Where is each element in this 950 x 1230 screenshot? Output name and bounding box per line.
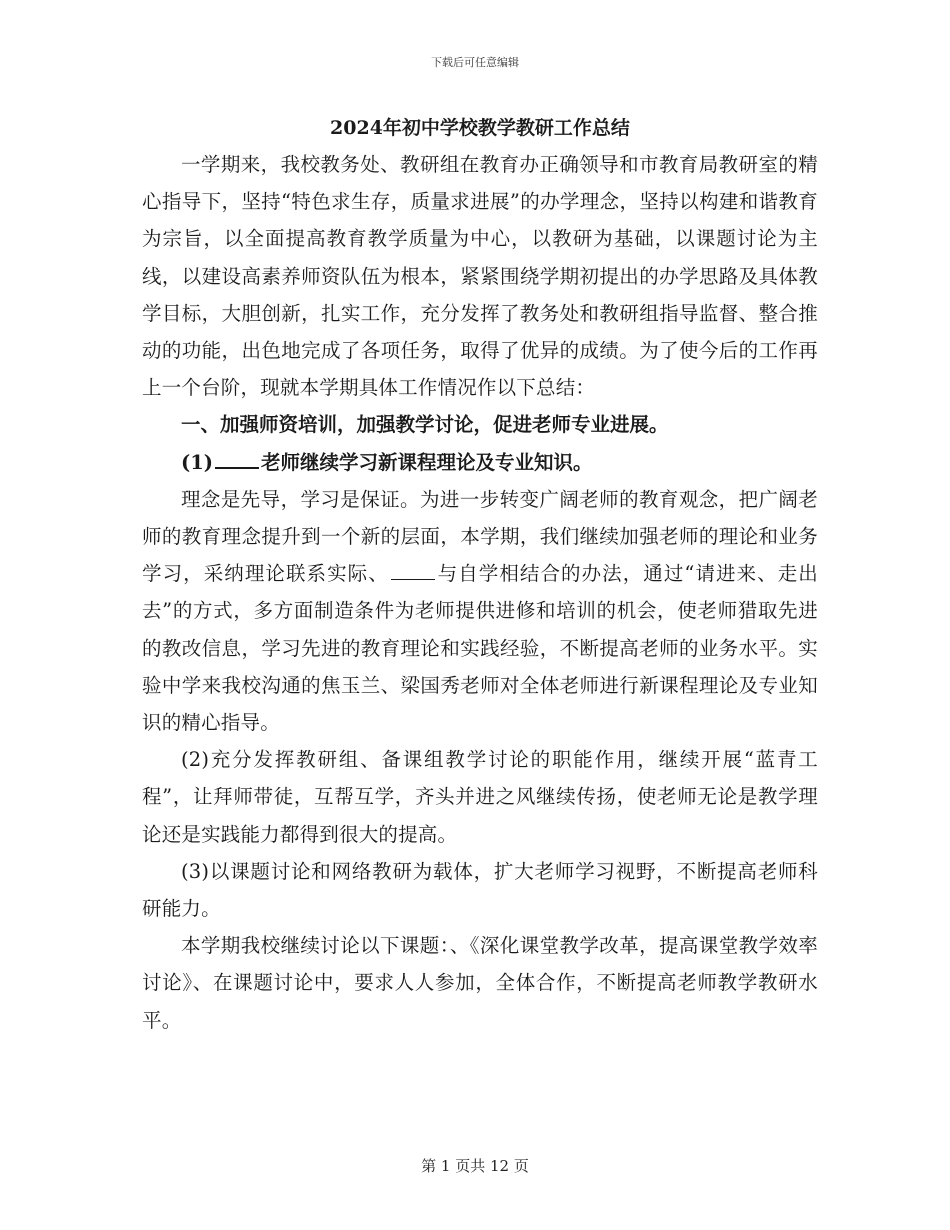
paragraph-training-part1: 理念是先导，学习是保证。为进一步转变广阔老师的教育观念，把广阔老师的教育理念提升到一个新的层面，本学期，我们继续加强老师的理论和业务学习，采纳理论联系实际、: [142, 487, 818, 586]
page-footer: 第 1 页共 12 页: [421, 1157, 529, 1175]
intro-paragraph: 一学期来，我校教务处、教研组在教育办正确领导和市教育局教研室的精心指导下，坚持“特色求生存，质量求进展”的办学理念，坚持以构建和谐教育为宗旨，以全面提高教育教学质量为中心，以教研为基础，以课题讨论为主线，以建设高素养师资队伍为根本，紧紧围绕学期初提出的办学思路及具体教学目标，大胆创新，扎实工作，充分发挥了教务处和教研组指导监督、整合推动的功能，出色地完成了各项任务，取得了优异的成绩。为了使今后的工作再上一个台阶，现就本学期具体工作情况作以下总结：: [142, 153, 818, 400]
paragraph-training: [142, 481, 818, 741]
subsection-text: 老师继续学习新课程理论及专业知识。: [261, 450, 593, 474]
paragraph-training-part2: 与自学相结合的办法，通过“请进来、走出去”的方式，多方面制造条件为老师提供进修和培训的机会，使老师猎取先进的教改信息，学习先进的教育理论和实践经验，不断提高老师的业务水平。实验中学来我校沟通的焦玉兰、梁国秀老师对全体老师进行新课程理论及专业知识的精心指导。: [142, 562, 818, 735]
section-heading-1: 一、加强师资培训，加强教学讨论，促进老师专业进展。: [181, 413, 669, 437]
fill-in-blank: [391, 561, 435, 580]
subsection-heading-1: [142, 444, 818, 481]
paragraph-item-2: (2)充分发挥教研组、备课组教学讨论的职能作用，继续开展“蓝青工程”，让拜师带徒，互帮互学，齐头并进之风继续传扬，使老师无论是教学理论还是实践能力都得到很大的提高。: [142, 748, 818, 846]
fill-in-blank: [215, 449, 259, 469]
document-body: [142, 112, 818, 1039]
subsection-label: (1): [181, 450, 214, 474]
paragraph-item-3: (3)以课题讨论和网络教研为载体，扩大老师学习视野，不断提高老师科研能力。: [142, 859, 818, 921]
page-header: 下载后可任意编辑: [431, 56, 519, 69]
paragraph-research-topics: 本学期我校继续讨论以下课题：、《深化课堂教学改革，提高课堂教学效率讨论》、在课题讨论中，要求人人参加，全体合作，不断提高老师教学教研水平。: [142, 934, 818, 1032]
document-title: 2024年初中学校教学教研工作总结: [330, 117, 630, 139]
